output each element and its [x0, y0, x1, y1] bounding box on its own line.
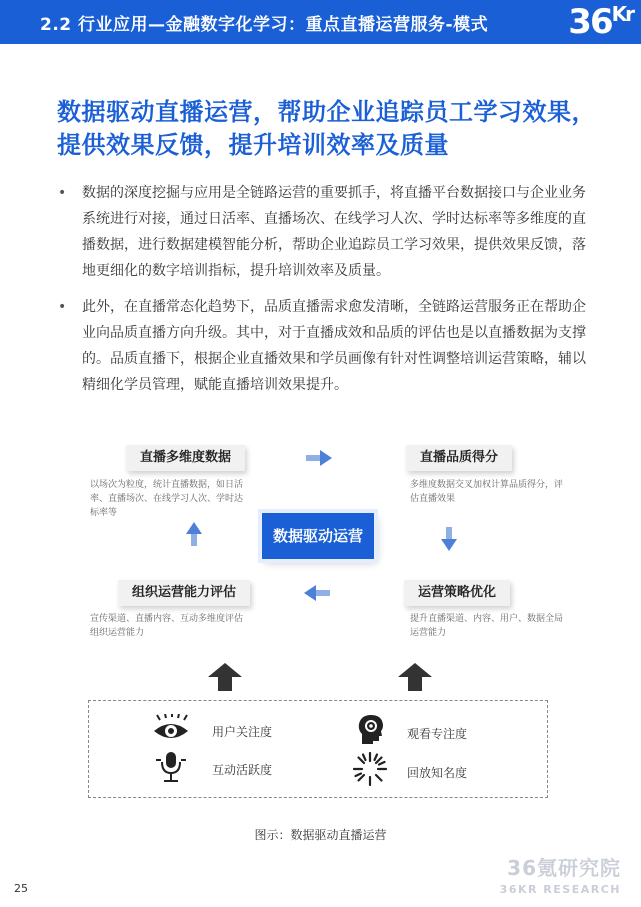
bullet-marker: •: [58, 299, 67, 315]
head-focus-icon: [358, 714, 384, 746]
header-title: 2.2 行业应用—金融数字化学习：重点直播运营服务-模式: [40, 15, 489, 35]
metric-label-attention: 用户关注度: [212, 725, 273, 739]
node-title-org-evaluation: 组织运营能力评估: [118, 580, 250, 606]
node-desc-quality-score: 多维度数据交叉加权计算品质得分，评估直播效果: [410, 480, 564, 504]
bullet-marker: •: [58, 185, 67, 201]
figure-caption: 图示：数据驱动直播运营: [254, 828, 387, 842]
bullet-list: [58, 180, 598, 408]
operation-diagram: [0, 430, 641, 810]
arrow-up-icon: [186, 522, 202, 546]
watermark: [500, 852, 621, 896]
bullet-text: 此外，在直播常态化趋势下，品质直播需求愈发清晰，全链路运营服务正在帮助企业向品质直播方向升级。其中，对于直播成效和品质的评估也是以直播数据为支撑的。品质直播下，根据企业直播效果和学员画像有针对性调整培训运营策略，辅以精细化学员管理，赋能直播培训效果提升。: [82, 299, 586, 393]
brand-logo: $36^{Kr}$: [568, 2, 633, 42]
node-desc-multi-data: 以场次为粒度，统计直播数据，如日活率、直播场次、在线学习人次、学时达标率等: [90, 480, 244, 518]
bullet-item: [58, 294, 598, 398]
microphone-icon: [156, 750, 186, 784]
bullet-item: [58, 180, 598, 284]
arrow-down-icon: [441, 527, 457, 551]
node-title-multi-data: 直播多维度数据: [126, 445, 245, 471]
node-title-strategy-optimization: 运营策略优化: [404, 580, 510, 606]
watermark-cn: 36氪研究院: [507, 856, 621, 880]
arrow-left-icon: [304, 585, 330, 601]
metric-label-replay: 回放知名度: [407, 766, 468, 780]
watermark-en: 36KR RESEARCH: [499, 883, 621, 896]
node-title-quality-score: 直播品质得分: [406, 445, 512, 471]
node-desc-strategy-optimization: 提升直播渠道、内容、用户、数据全局运营能力: [410, 614, 564, 638]
big-up-arrow-right-icon: [398, 663, 432, 691]
page-number: 25: [14, 882, 28, 895]
metric-label-focus: 观看专注度: [407, 727, 468, 741]
bullet-text: 数据的深度挖掘与应用是全链路运营的重要抓手，将直播平台数据接口与企业业务系统进行对接，通过日活率、直播场次、在线学习人次、学时达标率等多维度的直播数据，进行数据建模智能分析，帮助企业追踪员工学习效果，提供效果反馈，落地更细化的数字培训指标，提升培训效率及质量。: [82, 185, 586, 279]
node-desc-org-evaluation: 宣传渠道、直播内容、互动多维度评估组织运营能力: [90, 614, 244, 638]
metric-label-interaction: 互动活跃度: [212, 763, 273, 777]
headline: 数据驱动直播运营，帮助企业追踪员工学习效果，提供效果反馈，提升培训效率及质量: [57, 98, 596, 159]
eye-icon: [152, 714, 190, 742]
header-bar: [0, 0, 641, 44]
burst-icon: [353, 752, 387, 786]
big-up-arrow-left-icon: [208, 663, 242, 691]
arrow-right-icon: [306, 450, 332, 466]
center-box: 数据驱动运营: [262, 513, 374, 559]
